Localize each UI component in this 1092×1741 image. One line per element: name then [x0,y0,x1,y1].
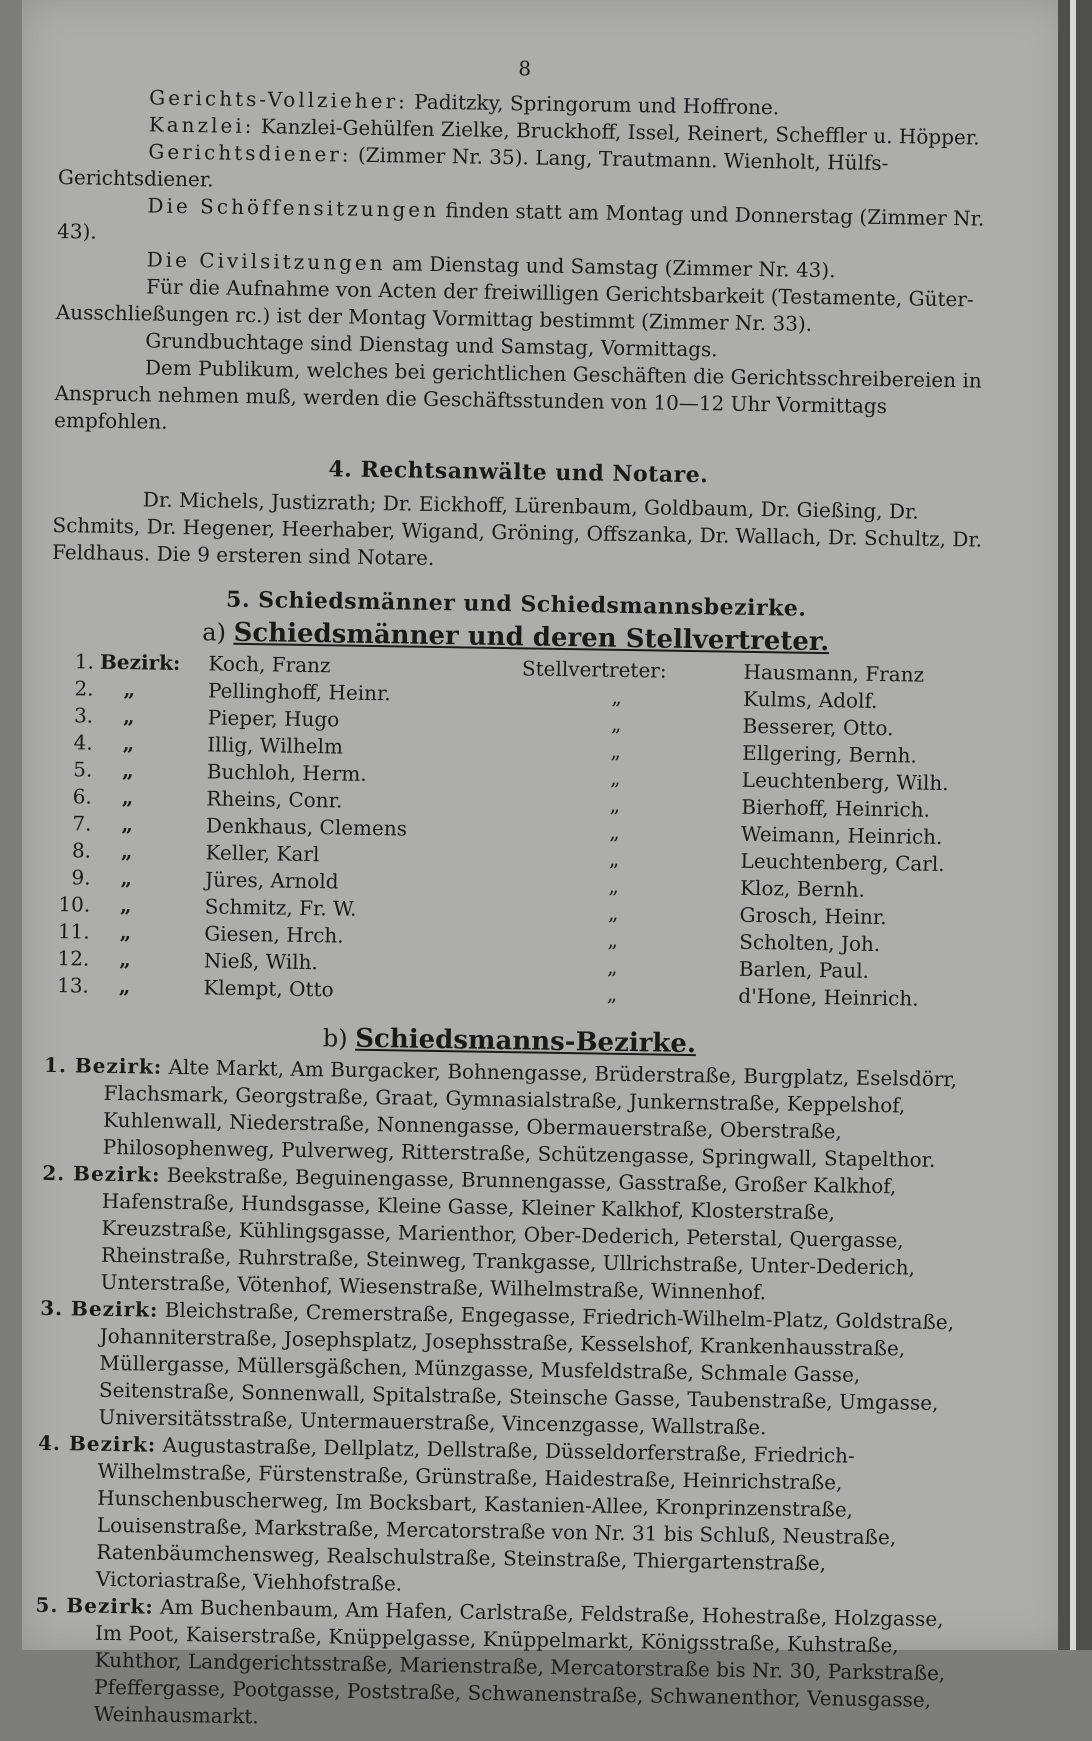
stellvertreter-name: Hausmann, Franz [743,659,925,687]
schiedsmann-name: Klempt, Otto [203,975,334,1002]
stellvertreter-name: Besserer, Otto. [742,713,894,741]
bezirk-number: 8. [71,838,92,863]
subsection-a-title: Schiedsmänner und deren Stellvertreter. [233,617,830,658]
bezirk-streets: Augustastraße, Dellplatz, Dellstraße, Düsseldorferstraße, Friedrich-Wilhelmstraße, Fürstenstraße, Grünstraße, Haidestraße, Heinrichstraße, Hunschenbuscherweg, Im Bocksbart, Kastanien-Allee, Kronprinzenstraße, Louisenstraße, Markstraße, Mercatorstraße von Nr. 31 bis Schluß, Neustraße, Ratenbäumchensweg, Realschulstraße, Steinstraße, Thiergartenstraße, Victoriastraße, Viehhofstraße. [95,1432,897,1596]
diener-text: (Zimmer Nr. 35). Lang, Trautmann. Wienholt, Hülfs-Gerichtsdiener. [57,142,889,192]
vollzieher-label: Gerichts-Vollzieher: [149,85,409,114]
schiedsmann-name: Denkhaus, Clemens [205,813,408,841]
bezirk-streets: Bleichstraße, Cremerstraße, Engegasse, Friedrich-Wilhelm-Platz, Goldstraße, Johanniterstraße, Josephsplatz, Josephsstraße, Kesselshof, Krankenhausstraße, Müllergasse, Müllersgäßchen, Münzgasse, Musfeldstraße, Schmale Gasse, Seitenstraße, Sonnenwall, Spitalstraße, Steinsche Gasse, Taubenstraße, Umgasse, Universitätsstraße, Untermauerstraße, Vincenzgasse, Wallstraße. [98,1297,955,1440]
ditto-mark: „ [608,873,620,898]
page-content [34,48,990,1741]
page-number: 8 [518,56,532,81]
section-4-heading: 4. Rechtsanwälte und Notare. [328,456,709,489]
page-edge-highlight [1070,0,1076,1650]
stellvertreter-name: Weimann, Heinrich. [740,821,943,849]
ditto-mark: „ [607,900,619,925]
bezirk-paragraph [34,1592,966,1741]
stellvertreter-name: Kloz, Bernh. [739,875,866,902]
ditto-mark: „ [119,893,132,918]
ditto-mark: „ [120,866,133,891]
ditto-mark: „ [609,819,620,844]
bezirk-paragraph [38,1295,970,1445]
ditto-mark: „ [607,927,619,952]
stellvertreter-name: Leuchtenberg, Carl. [740,848,945,876]
ditto-mark: „ [610,738,622,763]
schiedsmann-name: Illig, Wilhelm [207,732,344,759]
publikum-paragraph: Dem Publikum, welches bei gerichtlichen Geschäften die Gerichtsschreibereien in Anspruch nehmen muß, werden die Geschäftsstunden von 10—12 Uhr Vormittags empfohlen. [53,355,982,434]
ditto-mark: „ [121,785,134,810]
civil-label: Die Civilsitzungen [146,247,386,276]
bezirk-number: 5. [73,757,93,782]
schiedsmann-name: Rheins, Conr. [206,786,343,813]
ditto-mark: „ [121,812,134,837]
subsection-a-prefix: a) [202,618,227,647]
civil-text: am Dienstag und Samstag (Zimmer Nr. 43). [391,251,836,283]
schiedsmann-name: Schmitz, Fr. W. [204,894,357,921]
schoeffen-text: finden statt am Montag und Donnerstag (Zimmer Nr. 43). [56,198,985,244]
schiedsmann-name: Pieper, Hugo [207,705,340,732]
ditto-mark: „ [610,765,621,790]
subsection-b-title: Schiedsmanns-Bezirke. [355,1023,697,1060]
bezirk-streets: Beekstraße, Beguinengasse, Brunnengasse, Gasstraße, Großer Kalkhof, Hafenstraße, Hundsgasse, Kleine Gasse, Kleiner Kalkhof, Klosterstraße, Kreuzstraße, Kühlingsgasse, Marienthor, Ober-Dederich, Peterstal, Quergasse, Rheinstraße, Ruhrstraße, Steinweg, Trankgasse, Ullrichstraße, Unter-Dederich, Unterstraße, Vötenhof, Wiesenstraße, Wilhelmstraße, Winnenhof. [100,1162,916,1305]
ditto-mark: „ [606,981,618,1006]
bezirk-label: 4. Bezirk: [37,1430,157,1457]
bezirk-number: 2. [74,676,94,701]
ditto-mark: „ [122,731,135,756]
ditto-mark: „ [119,947,132,972]
kanzlei-text: Kanzlei-Gehülfen Zielke, Bruckhoff, Issel, Reinert, Scheffler u. Höpper. [260,114,980,150]
stellvertreter-name: d'Hone, Heinrich. [738,983,919,1011]
schiedsmann-name: Jüres, Arnold [204,867,339,894]
schiedsmann-name: Koch, Franz [208,651,331,678]
ditto-mark: „ [122,758,134,783]
bezirk-streets: Alte Markt, Am Burgacker, Bohnengasse, Brüderstraße, Burgplatz, Eselsdörr, Flachsmark, Georgstraße, Graat, Gymnasialstraße, Junkernstraße, Keppelshof, Kuhlenwall, Niederstraße, Nonnengasse, Obermauerstraße, Oberstraße, Philosophenweg, Pulverweg, Ritterstraße, Schützengasse, Springwall, Stapelthor. [102,1054,958,1172]
bezirk-paragraph [36,1430,968,1607]
bezirk-paragraph [43,1052,975,1175]
bezirk-number: 6. [72,784,93,809]
schiedsmaenner-table [45,648,950,1013]
stellvertreter-name: Ellgering, Bernh. [742,740,917,768]
stellvertreter-name: Barlen, Paul. [738,956,870,983]
grundbuch-paragraph: Grundbuchtage sind Dienstag und Samstag, Vormittags. [145,328,718,362]
diener-label: Gerichtsdiener: [148,139,352,167]
stellvertreter-name: Grosch, Heinr. [739,902,887,930]
bezirk-number: 9. [71,865,91,890]
bezirk-label: 1. Bezirk: [43,1052,163,1079]
schiedsmann-name: Keller, Karl [205,840,320,867]
schiedsmann-name: Pellinghoff, Heinr. [207,678,391,706]
ditto-mark: „ [123,677,136,702]
bezirk-number: 4. [73,730,93,755]
ditto-mark: „ [609,792,621,817]
schiedsmann-name: Nieß, Wilh. [203,948,319,975]
schoeffen-label: Die Schöffensitzungen [147,193,440,222]
bezirk-label: 2. Bezirk: [42,1160,161,1187]
schiedsmann-name: Giesen, Hrch. [204,921,344,948]
bezirk-number: 13. [56,973,90,998]
bezirk-word: Bezirk: [99,649,181,675]
section-4-text: Dr. Michels, Justizrath; Dr. Eickhoff, Lürenbaum, Goldbaum, Dr. Gießing, Dr. Schmits, Dr. Hegener, Heerhaber, Wigand, Gröning, Offszanka, Dr. Wallach, Dr. Schultz, Dr. Feldhaus. Die 9 ersteren sind Notare. [51,487,983,570]
bezirk-label: 5. Bezirk: [35,1592,154,1619]
kanzlei-label: Kanzlei: [148,112,255,139]
schiedsmann-name: Buchloh, Herm. [206,759,367,786]
bezirke-list [34,1052,974,1741]
akten-paragraph: Für die Aufnahme von Acten der freiwilligen Gerichtsbarkeit (Testamente, Güter-Ausschließungen rc.) ist der Montag Vormittag bestimmt (Zimmer Nr. 33). [55,274,974,336]
ditto-mark: „ [119,920,132,945]
ditto-mark: „ [611,684,623,709]
bezirk-number: 1. [74,649,95,674]
vollzieher-text: Paditzky, Springorum und Hoffrone. [414,89,780,120]
bezirk-number: 7. [72,811,92,836]
bezirk-number: 11. [57,919,90,944]
bezirk-number: 10. [58,892,91,917]
stellvertreter-label: Stellvertreter: [521,656,667,683]
subsection-b-prefix: b) [322,1024,348,1053]
stellvertreter-name: Scholten, Joh. [739,929,881,956]
bezirk-number: 12. [57,946,90,971]
bezirk-number: 3. [73,703,94,728]
stellvertreter-name: Kulms, Adolf. [742,686,878,713]
ditto-mark: „ [118,974,131,999]
ditto-mark: „ [610,711,622,736]
section-5-heading: 5. Schiedsmänner und Schiedsmannsbezirke. [225,586,807,622]
ditto-mark: „ [120,839,133,864]
stellvertreter-name: Bierhoff, Heinrich. [741,794,931,822]
ditto-mark: „ [608,846,620,871]
stellvertreter-name: Leuchtenberg, Wilh. [741,767,949,796]
bezirk-paragraph [40,1160,972,1310]
bezirk-label: 3. Bezirk: [40,1295,159,1322]
ditto-mark: „ [607,954,618,979]
ditto-mark: „ [122,704,135,729]
bezirk-streets: Am Buchenbaum, Am Hafen, Carlstraße, Feldstraße, Hohestraße, Holzgasse, Im Poot, Kaiserstraße, Knüppelgasse, Knüppelmarkt, Königsstraße, Kuhstraße, Kuhthor, Landgerichtsstraße, Marienstraße, Mercatorstraße bis Nr. 30, Parkstraße, Pfeffergasse, Pootgasse, Poststraße, Schwanenstraße, Schwanenthor, Venusgasse, Weinhausmarkt. [93,1594,946,1729]
